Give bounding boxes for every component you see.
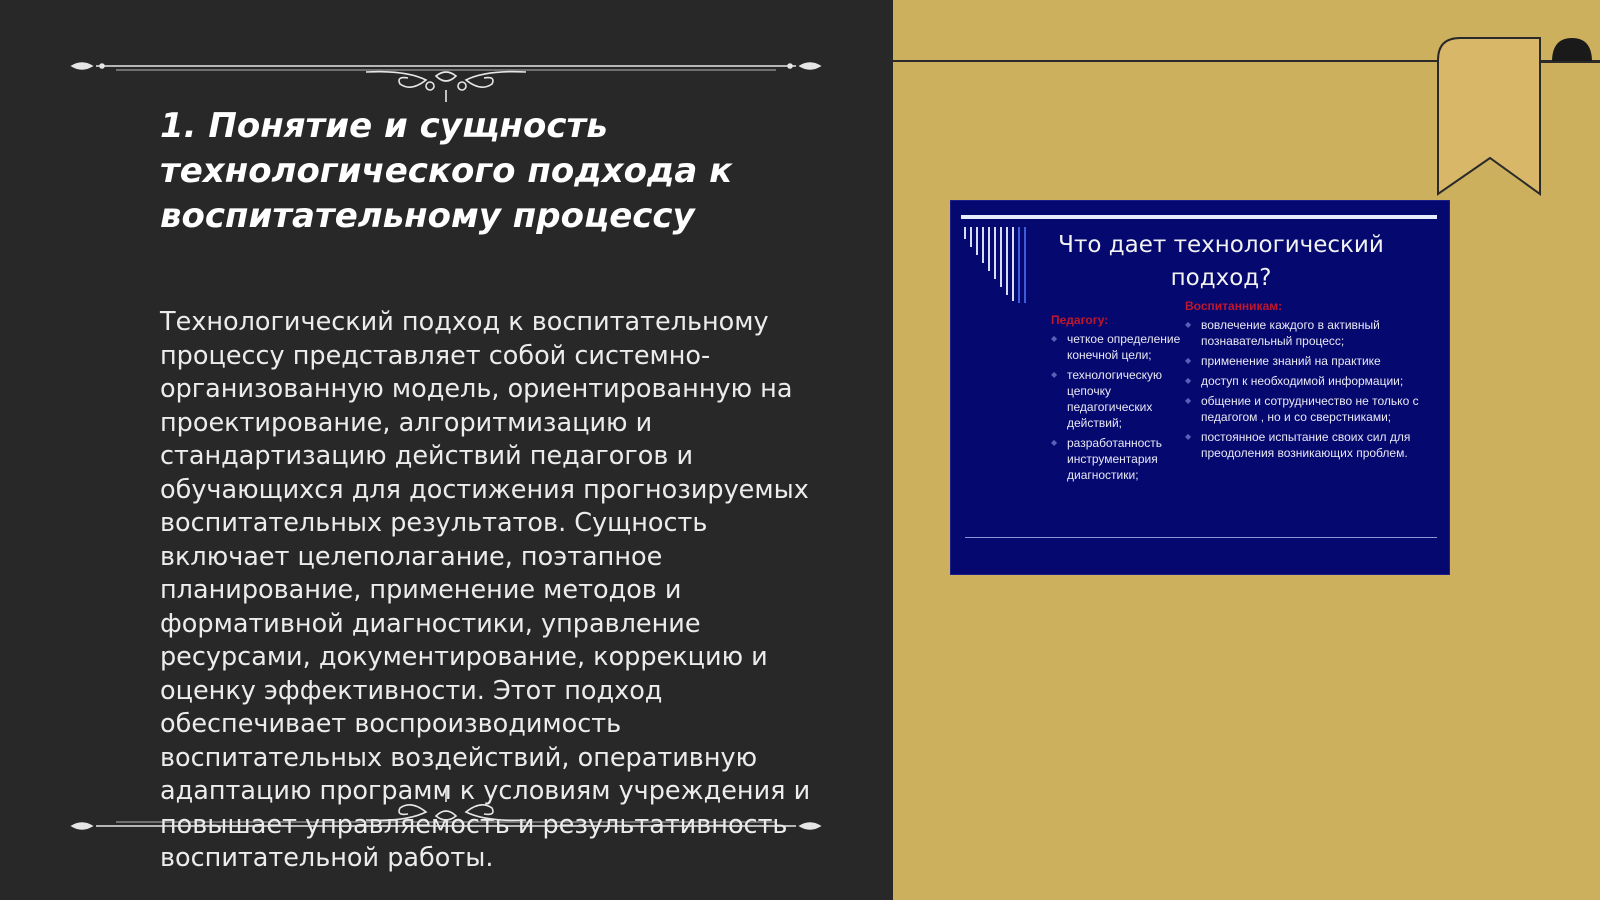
ornament-divider-top-icon — [66, 46, 826, 106]
slide-title: 1. Понятие и сущность технологического подхода к воспитательному процессу — [160, 106, 733, 236]
bookmark-ribbon-icon — [1432, 34, 1600, 204]
inset-top-line — [961, 215, 1437, 219]
stripes-decoration-icon — [961, 225, 1033, 305]
inset-left-heading: Педагогу: — [1051, 313, 1109, 327]
list-item: ◆ разработанность инструментария диагностики; — [1051, 435, 1181, 483]
embedded-slide-image — [950, 200, 1450, 575]
list-item: ◆ технологическую цепочку педагогических действий; — [1051, 367, 1181, 431]
list-item: ◆ вовлечение каждого в активный познавательный процесс; — [1185, 317, 1425, 349]
list-item: ◆ применение знаний на практике — [1185, 353, 1425, 369]
ornament-divider-bottom-icon — [66, 780, 826, 840]
slide-body-text: Технологический подход к воспитательному процессу представляет собой системно-организованную модель, ориентированную на проектирование, алгоритмизацию и стандартизацию действий педагогов и обучающихся для достижения прогнозируемых воспитательных результатов. Сущность включает целеполагание, поэтапное планирование, применение методов и формативной диагностики, управление ресурсами, документирование, коррекцию и оценку эффективности. Этот подход обеспечивает воспроизводимость воспитательных воздействий, оперативную адаптацию программ к условиям учреждения и повышает управляемость и результативность воспитательной работы. — [160, 307, 811, 873]
inset-title: Что дает технологический подход? — [1058, 232, 1384, 291]
list-item: ◆ общение и сотрудничество не только с педагогом , но и со сверстниками; — [1185, 393, 1425, 425]
inset-right-heading: Воспитанникам: — [1185, 299, 1283, 313]
inset-right-list — [1185, 317, 1425, 465]
list-item: ◆ постоянное испытание своих сил для преодоления возникающих проблем. — [1185, 429, 1425, 461]
list-item: ◆ доступ к необходимой информации; — [1185, 373, 1425, 389]
list-item: ◆ четкое определение конечной цели; — [1051, 331, 1181, 363]
inset-bottom-line — [965, 537, 1437, 538]
inset-left-list — [1051, 331, 1181, 487]
